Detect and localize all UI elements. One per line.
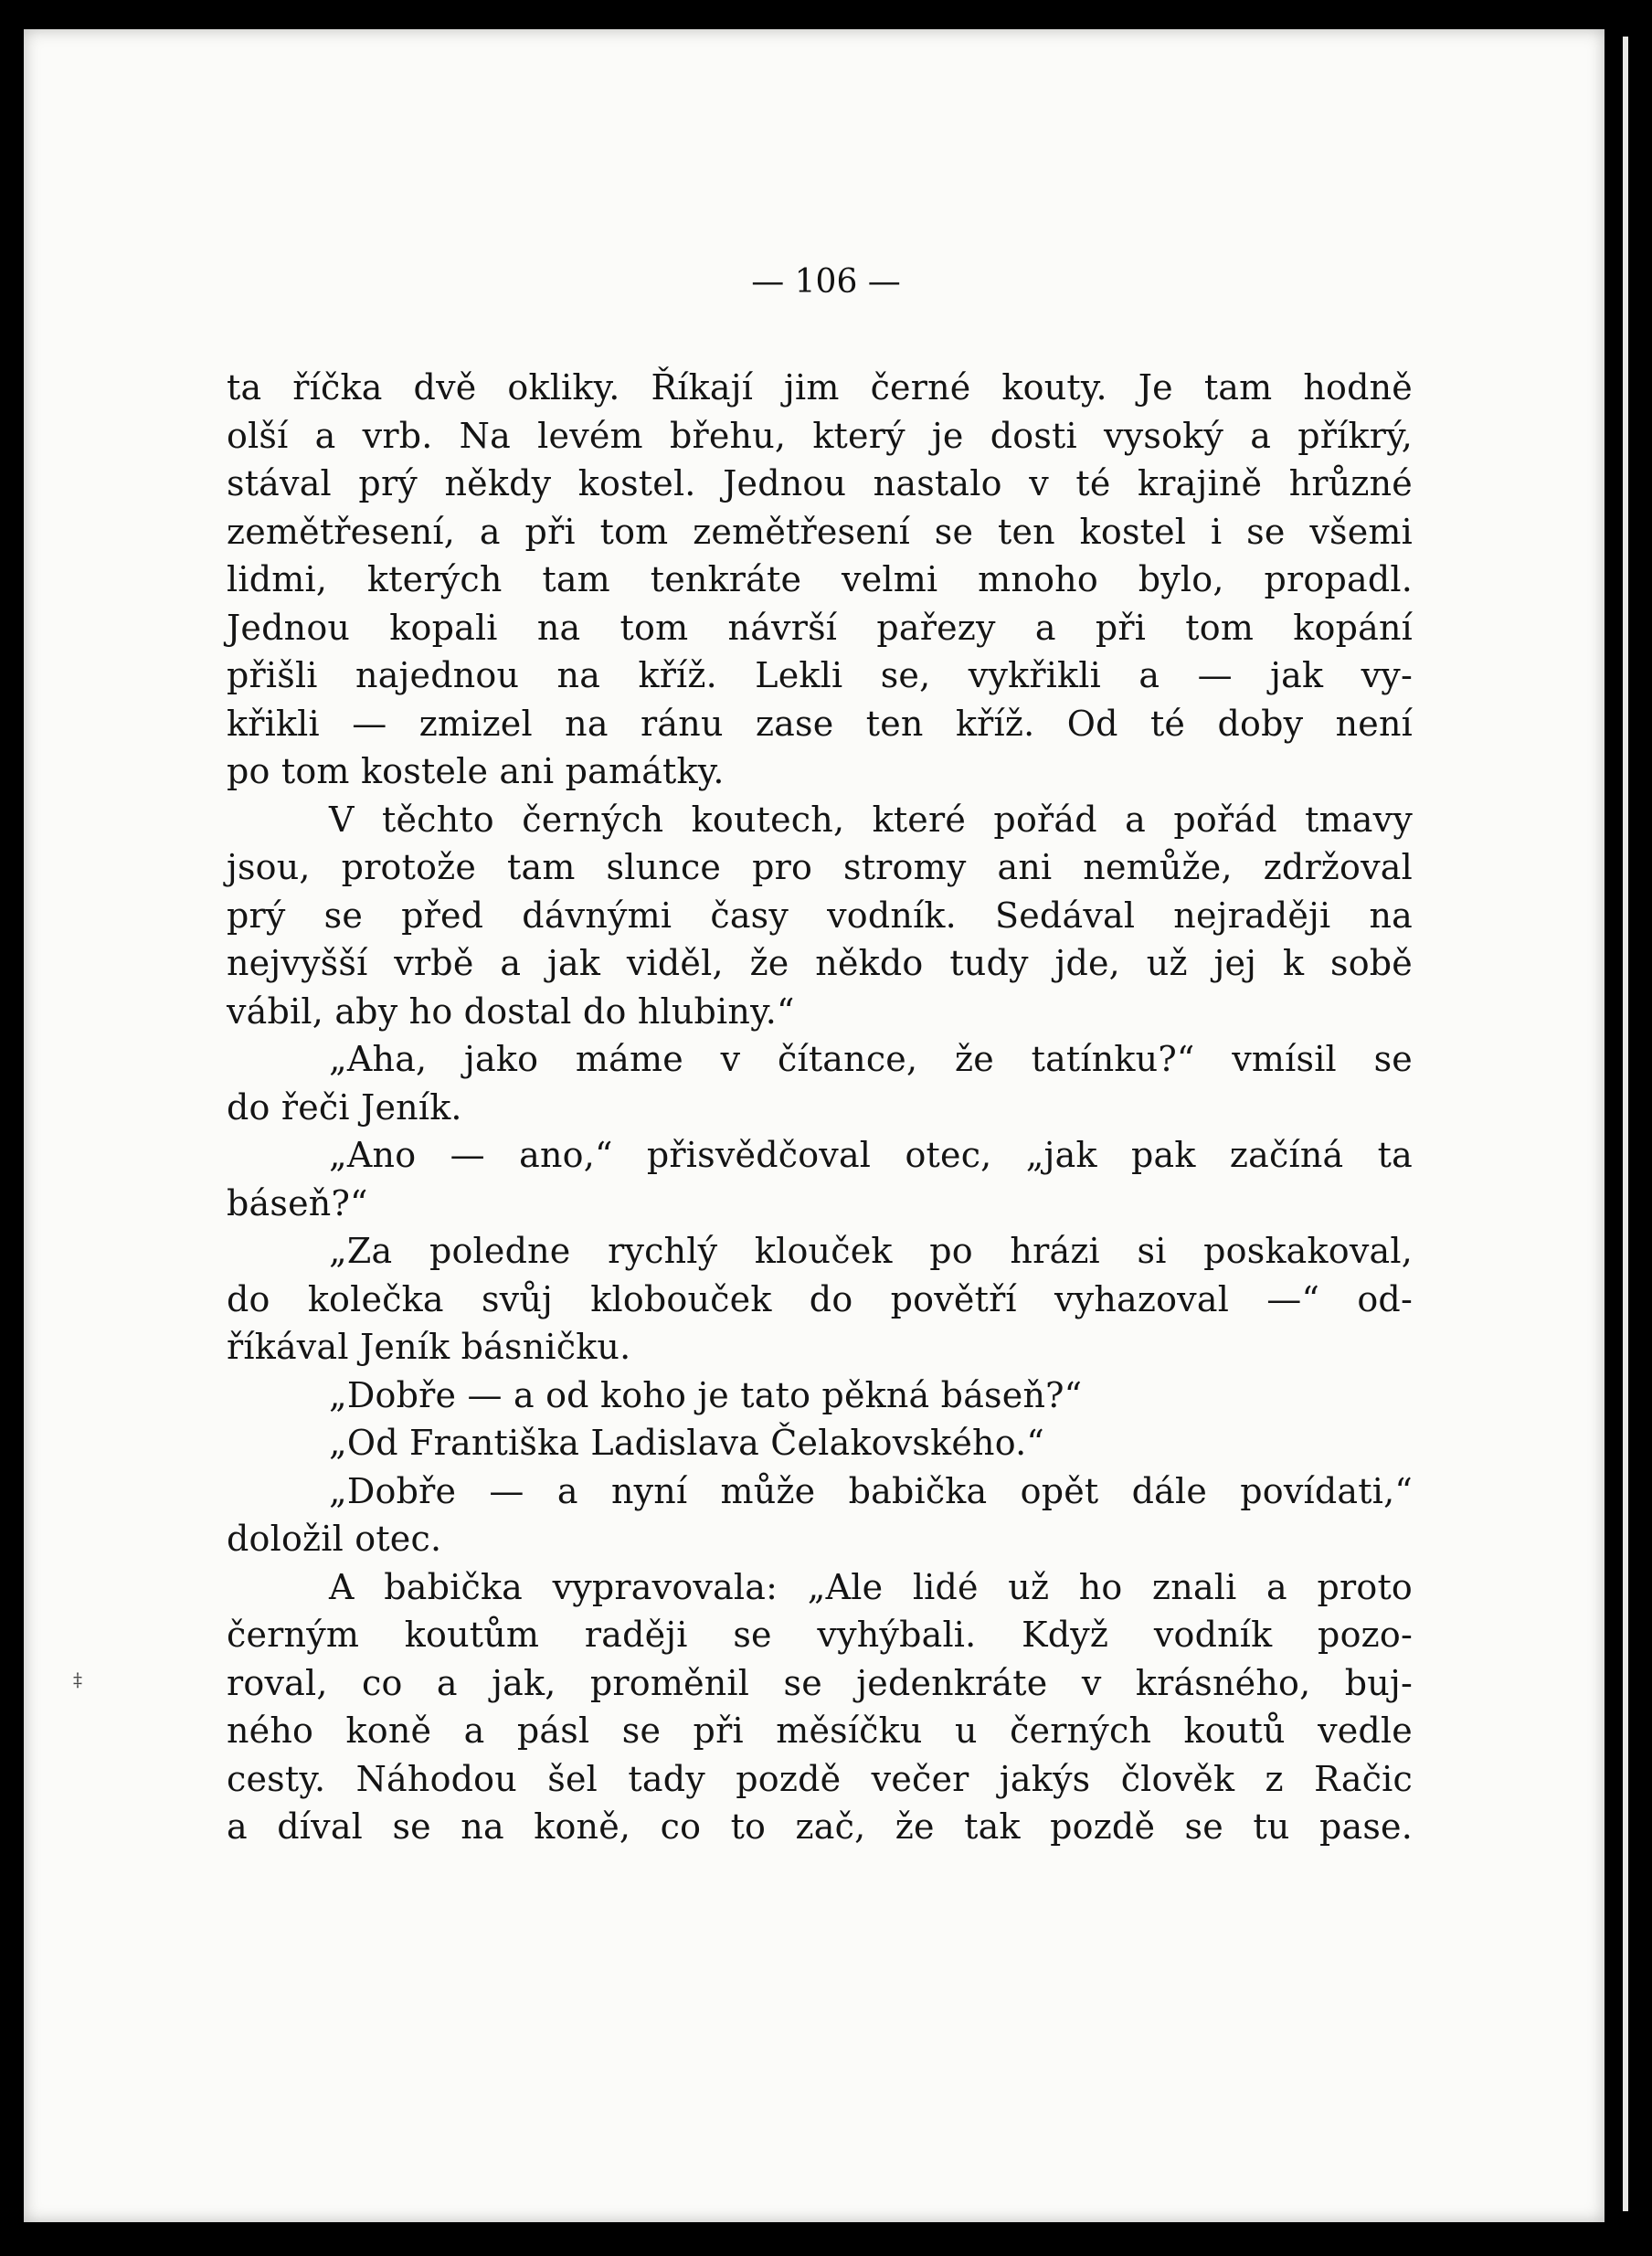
margin-mark: ‡ [73,1668,82,1690]
text-line: říkával Jeník básničku. [227,1327,631,1367]
text-line: „Ano — ano,“ přisvědčoval otec, „jak pak začíná ta [329,1135,1413,1175]
text-line: „Aha, jako máme v čítance, že tatínku?“ vmísil se [329,1039,1413,1079]
text-line: „Dobře — a od koho je tato pěkná báseň?“ [329,1374,1083,1415]
text-line: prý se před dávnými časy vodník. Sedával nejraději na [227,895,1413,936]
text-line: nejvyšší vrbě a jak viděl, že někdo tudy jde, už jej k sobě [227,943,1413,983]
text-line: doložil otec. [227,1519,442,1559]
text-line: zemětřesení, a při tom zemětřesení se ten kostel i se všemi [227,511,1413,552]
text-line: stával prý někdy kostel. Jednou nastalo v té krajině hrůzné [227,463,1413,503]
text-line: přišli najednou na kříž. Lekli se, vykřikli a — jak vy- [227,655,1413,695]
text-line: báseň?“ [227,1182,368,1223]
text-line: po tom kostele ani památky. [227,751,725,791]
page-edge-shadow [1604,0,1652,2256]
text-line: ta říčka dvě okliky. Říkají jim černé kouty. Je tam hodně [227,367,1413,408]
body-text [227,364,1413,1851]
text-line: cesty. Náhodou šel tady pozdě večer jakýs člověk z Račic [227,1758,1413,1799]
text-line: do řeči Jeník. [227,1086,462,1128]
text-line: křikli — zmizel na ránu zase ten kříž. Od té doby není [227,703,1413,744]
text-line: a díval se na koně, co to zač, že tak pozdě se tu pase. [227,1806,1413,1847]
text-line: „Za poledne rychlý klouček po hrázi si poskakoval, [329,1231,1413,1271]
text-line: jsou, protože tam slunce pro stromy ani nemůže, zdržoval [227,847,1413,887]
text-line: do kolečka svůj klobouček do povětří vyhazoval —“ od- [227,1278,1413,1319]
text-line: ného koně a pásl se při měsíčku u černých koutů vedle [227,1711,1413,1751]
text-line: A babička vypravovala: „Ale lidé už ho znali a proto [329,1566,1413,1607]
text-line: černým koutům raději se vyhýbali. Když vodník pozo- [227,1615,1413,1655]
text-line: olší a vrb. Na levém břehu, který je dosti vysoký a příkrý, [227,415,1413,456]
text-line: vábil, aby ho dostal do hlubiny.“ [227,990,795,1032]
text-line: „Dobře — a nyní může babička opět dále povídati,“ [329,1470,1413,1511]
page-number: — 106 — [751,263,901,301]
text-line: lidmi, kterých tam tenkráte velmi mnoho bylo, propadl. [227,559,1413,599]
text-line: Jednou kopali na tom návrší pařezy a při tom kopání [227,607,1413,648]
text-line: V těchto černých koutech, které pořád a pořád tmavy [329,799,1413,840]
text-line: roval, co a jak, proměnil se jedenkráte v krásného, buj- [227,1662,1413,1703]
page-edge-strip [1623,37,1628,2211]
text-line: „Od Františka Ladislava Čelakovského.“ [329,1423,1045,1463]
